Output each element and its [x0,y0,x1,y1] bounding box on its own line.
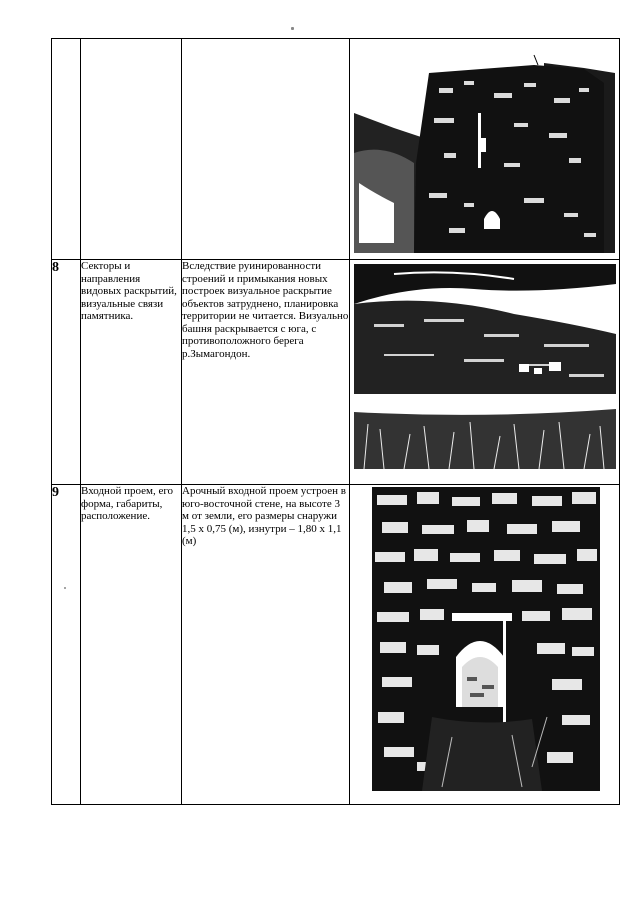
table-row [52,39,620,260]
table-row [52,260,620,485]
row-parameter-name [81,39,182,260]
row-photo-cell [350,485,620,805]
hillside-view-photo [354,264,616,469]
monument-description-table [51,38,620,805]
arched-entrance-photo [372,487,600,791]
scan-speck [291,27,294,30]
tower-ruin-photo [354,43,615,253]
row-description: Вследствие руинированности строений и примыкания новых построек визуальное раскрытие объектов затруднено, планировка территории не читается. Визуально башня раскрывается с юга, с противоположного берега р.Зымагондон. [182,260,350,485]
row-number: 9 [52,485,81,805]
row-parameter-name: Входной проем, его форма, габариты, расположение. [81,485,182,805]
row-description: Арочный входной проем устроен в юго-восточной стене, на высоте 3 м от земли, его размеры снаружи 1,5 х 0,75 (м), изнутри – 1,80 х 1,1 (м) [182,485,350,805]
row-description [182,39,350,260]
row-number [52,39,81,260]
row-photo-cell [350,260,620,485]
table-row [52,485,620,805]
row-parameter-name: Секторы и направления видовых раскрытий, визуальные связи памятника. [81,260,182,485]
row-photo-cell [350,39,620,260]
row-number: 8 [52,260,81,485]
